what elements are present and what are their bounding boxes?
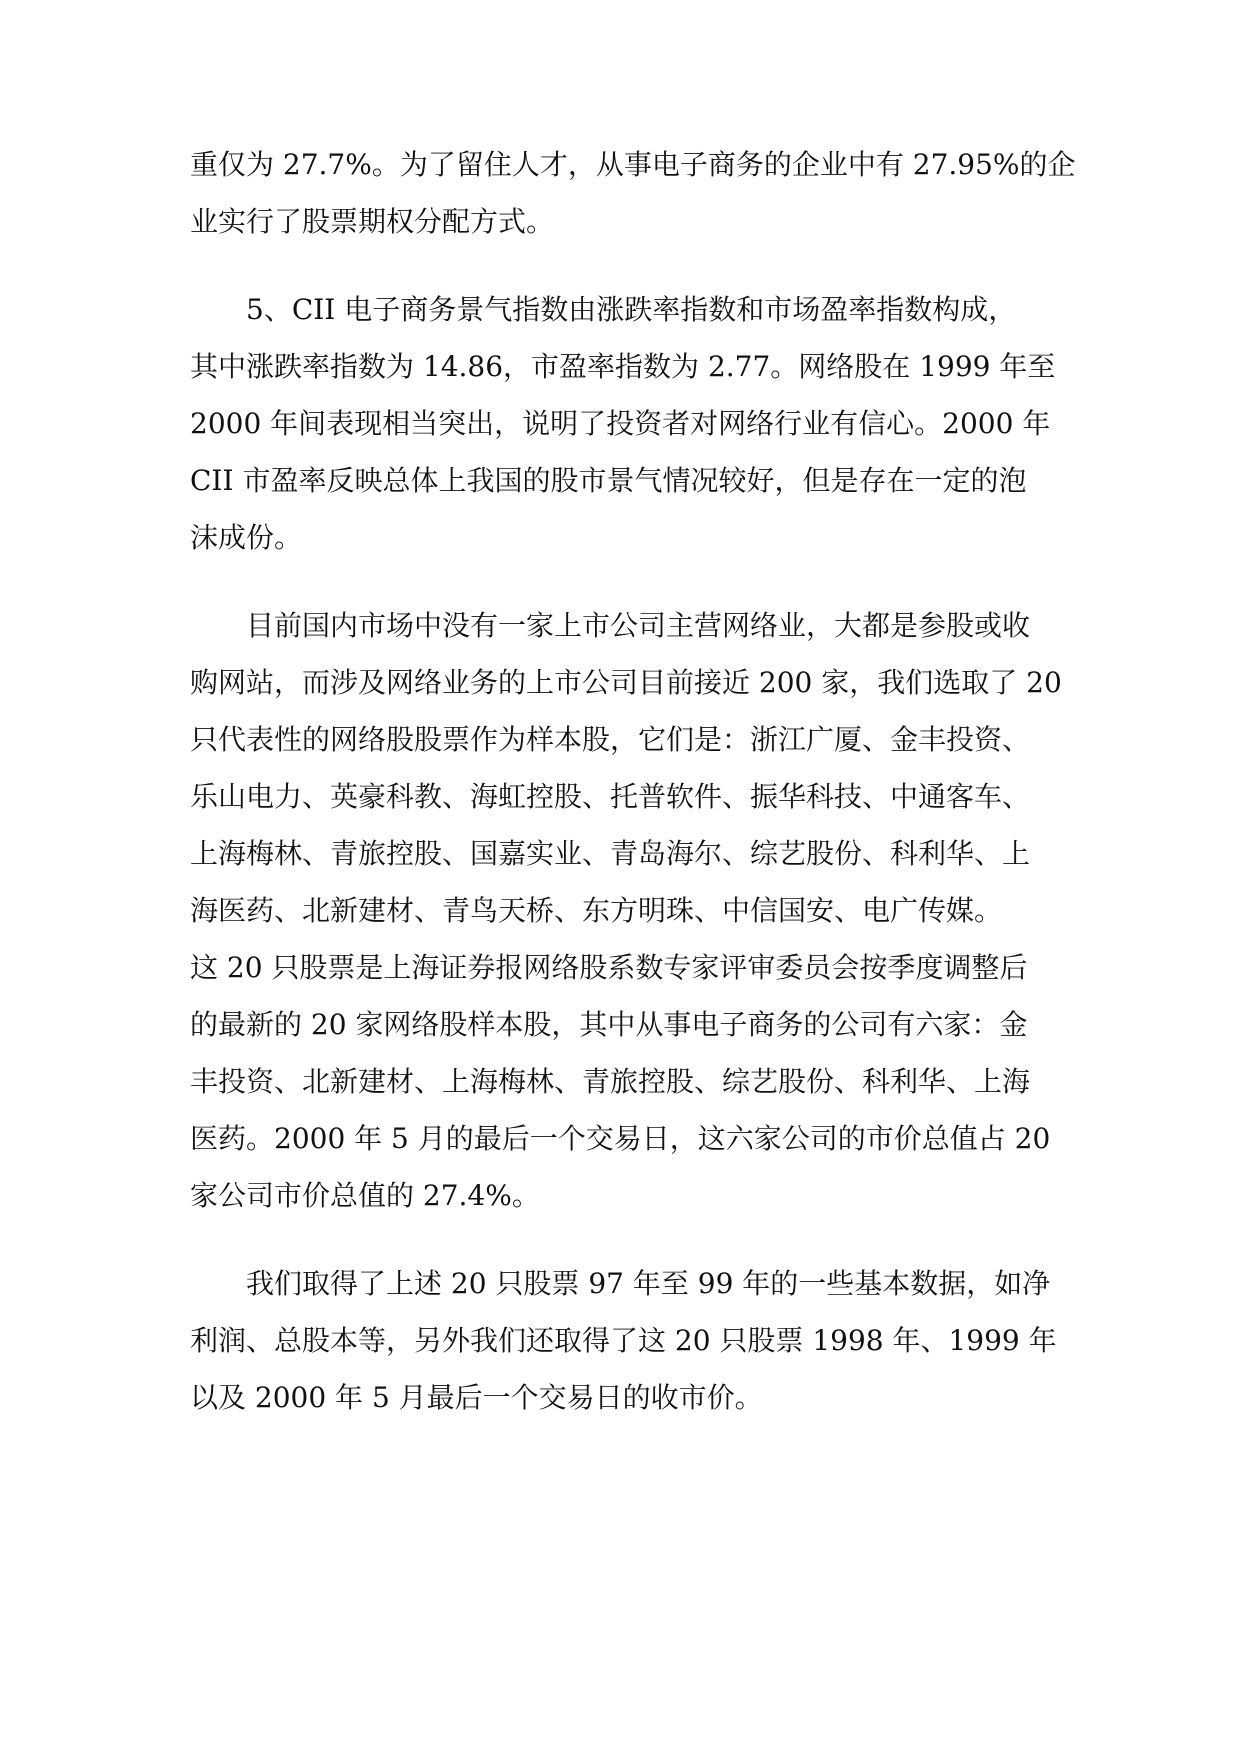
paragraph-3-line-9: 丰投资、北新建材、上海梅林、青旅控股、综艺股份、科利华、上海 bbox=[190, 1065, 1031, 1098]
paragraph-3-line-3: 只代表性的网络股股票作为样本股，它们是：浙江广厦、金丰投资、 bbox=[190, 723, 1031, 756]
paragraph-2-line-4: CII 市盈率反映总体上我国的股市景气情况较好，但是存在一定的泡 bbox=[190, 464, 1027, 497]
paragraph-3-line-10: 医药。2000 年 5 月的最后一个交易日，这六家公司的市价总值占 20 bbox=[190, 1122, 1051, 1155]
paragraph-4-line-2: 利润、总股本等，另外我们还取得了这 20 只股票 1998 年、1999 年 bbox=[190, 1324, 1057, 1357]
paragraph-2-line-1: 5、CII 电子商务景气指数由涨跌率指数和市场盈率指数构成， bbox=[246, 293, 1017, 326]
paragraph-3-line-7: 这 20 只股票是上海证券报网络股系数专家评审委员会按季度调整后 bbox=[190, 951, 1028, 984]
paragraph-4-line-1: 我们取得了上述 20 只股票 97 年至 99 年的一些基本数据，如净 bbox=[246, 1267, 1051, 1300]
paragraph-3-line-1: 目前国内市场中没有一家上市公司主营网络业，大都是参股或收 bbox=[246, 609, 1031, 642]
paragraph-3-line-2: 购网站，而涉及网络业务的上市公司目前接近 200 家，我们选取了 20 bbox=[190, 666, 1062, 699]
paragraph-3-line-4: 乐山电力、英豪科教、海虹控股、托普软件、振华科技、中通客车、 bbox=[190, 780, 1031, 813]
paragraph-3-line-6: 海医药、北新建材、青鸟天桥、东方明珠、中信国安、电广传媒。 bbox=[190, 894, 1003, 927]
paragraph-4-line-3: 以及 2000 年 5 月最后一个交易日的收市价。 bbox=[190, 1381, 763, 1414]
paragraph-2-line-5: 沫成份。 bbox=[190, 521, 303, 554]
paragraph-3-line-11: 家公司市价总值的 27.4%。 bbox=[190, 1179, 540, 1212]
paragraph-2-line-3: 2000 年间表现相当突出，说明了投资者对网络行业有信心。2000 年 bbox=[190, 407, 1051, 440]
paragraph-1-line-2: 业实行了股票期权分配方式。 bbox=[190, 205, 555, 238]
paragraph-1-line-1: 重仅为 27.7%。为了留住人才，从事电子商务的企业中有 27.95%的企 bbox=[190, 148, 1076, 181]
paragraph-3-line-8: 的最新的 20 家网络股样本股，其中从事电子商务的公司有六家：金 bbox=[190, 1008, 1028, 1041]
paragraph-3-line-5: 上海梅林、青旅控股、国嘉实业、青岛海尔、综艺股份、科利华、上 bbox=[190, 837, 1031, 870]
paragraph-2-line-2: 其中涨跌率指数为 14.86，市盈率指数为 2.77。网络股在 1999 年至 bbox=[190, 350, 1056, 383]
